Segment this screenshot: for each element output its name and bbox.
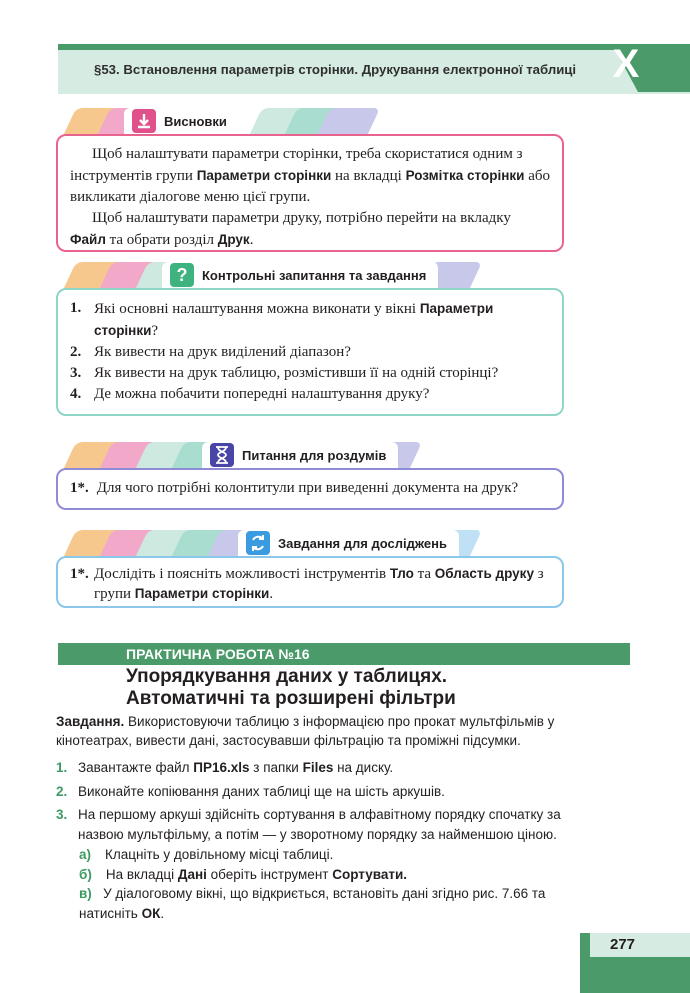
research-tabs: [66, 530, 486, 556]
refresh-icon: [246, 531, 270, 555]
section-title: §53. Встановлення параметрів сторінки. Друкування електронної таблиці: [94, 62, 577, 77]
page-number: 277: [590, 933, 690, 957]
list-item: 1*. Дослідіть і поясніть можливості інструментів Тло та Область друку з групи Параметри сторінки.: [70, 566, 544, 602]
reflection-tabs: [66, 442, 426, 468]
reflection-title: Питання для роздумів: [202, 442, 398, 468]
conclusions-tabs: [66, 108, 396, 134]
list-item: 3. На першому аркуші здійсніть сортування в алфавітному порядку спочатку за назвою мультфільму, а потім — у зворотному порядку за найменшою ціною.: [56, 807, 561, 842]
download-icon: [132, 109, 156, 133]
section-header: [58, 44, 690, 94]
list-item: 1. Які основні налаштування можна виконати у вікні Параметри сторінки?: [70, 300, 494, 339]
control-title: ? Контрольні запитання та завдання: [162, 262, 438, 288]
research-title: Завдання для досліджень: [238, 530, 459, 556]
list-item: 1*. Для чого потрібні колонтитули при виведенні документа на друк?: [70, 480, 519, 496]
control-box: [56, 288, 564, 416]
list-item: в) У діалоговому вікні, що відкриється, встановіть дані згідно рис. 7.66 та натисніть ОК.: [79, 886, 546, 921]
list-item: 2. Як вивести на друк виділений діапазон?: [70, 344, 351, 360]
list-item: 2. Виконайте копіювання даних таблиці ще на шість аркушів.: [56, 783, 445, 799]
conclusion-paragraph-1: Щоб налаштувати параметри сторінки, треба скористатися одним з інструментів групи Параметри сторінки на вкладці Розмітка сторінки або викликати діалогове меню цієї групи.: [70, 146, 550, 205]
conclusions-box: [56, 134, 564, 252]
chapter-logo: X: [612, 42, 640, 86]
research-box: [56, 556, 564, 608]
conclusion-paragraph-2: Щоб налаштувати параметри друку, потрібно перейти на вкладку Файл та обрати розділ Друк.: [70, 210, 511, 248]
control-tabs: [66, 262, 486, 288]
question-icon: ?: [170, 263, 194, 287]
list-item: а) Клацніть у довільному місці таблиці.: [79, 847, 334, 862]
task-description: Завдання. Використовуючи таблицю з інформацією про прокат мультфільмів у кінотеатрах, вивести дані, застосувавши фільтрацію та проміжні підсумки.: [56, 714, 555, 748]
list-item: 4. Де можна побачити попередні налаштування друку?: [70, 386, 430, 402]
steps-list: [56, 758, 568, 923]
list-item: 3. Як вивести на друк таблицю, розмістивши її на одній сторінці?: [70, 365, 499, 381]
conclusions-title: Висновки: [124, 108, 239, 134]
practical-title: Упорядкування даних у таблицях. Автоматичні та розширені фільтри: [126, 666, 456, 709]
list-item: 1. Завантажте файл ПР16.xls з папки Files на диску.: [56, 760, 394, 775]
reflection-box: [56, 468, 564, 510]
list-item: б) На вкладці Дані оберіть інструмент Сортувати.: [79, 866, 408, 882]
hourglass-icon: [210, 443, 234, 467]
practical-label: ПРАКТИЧНА РОБОТА №16: [58, 643, 630, 665]
